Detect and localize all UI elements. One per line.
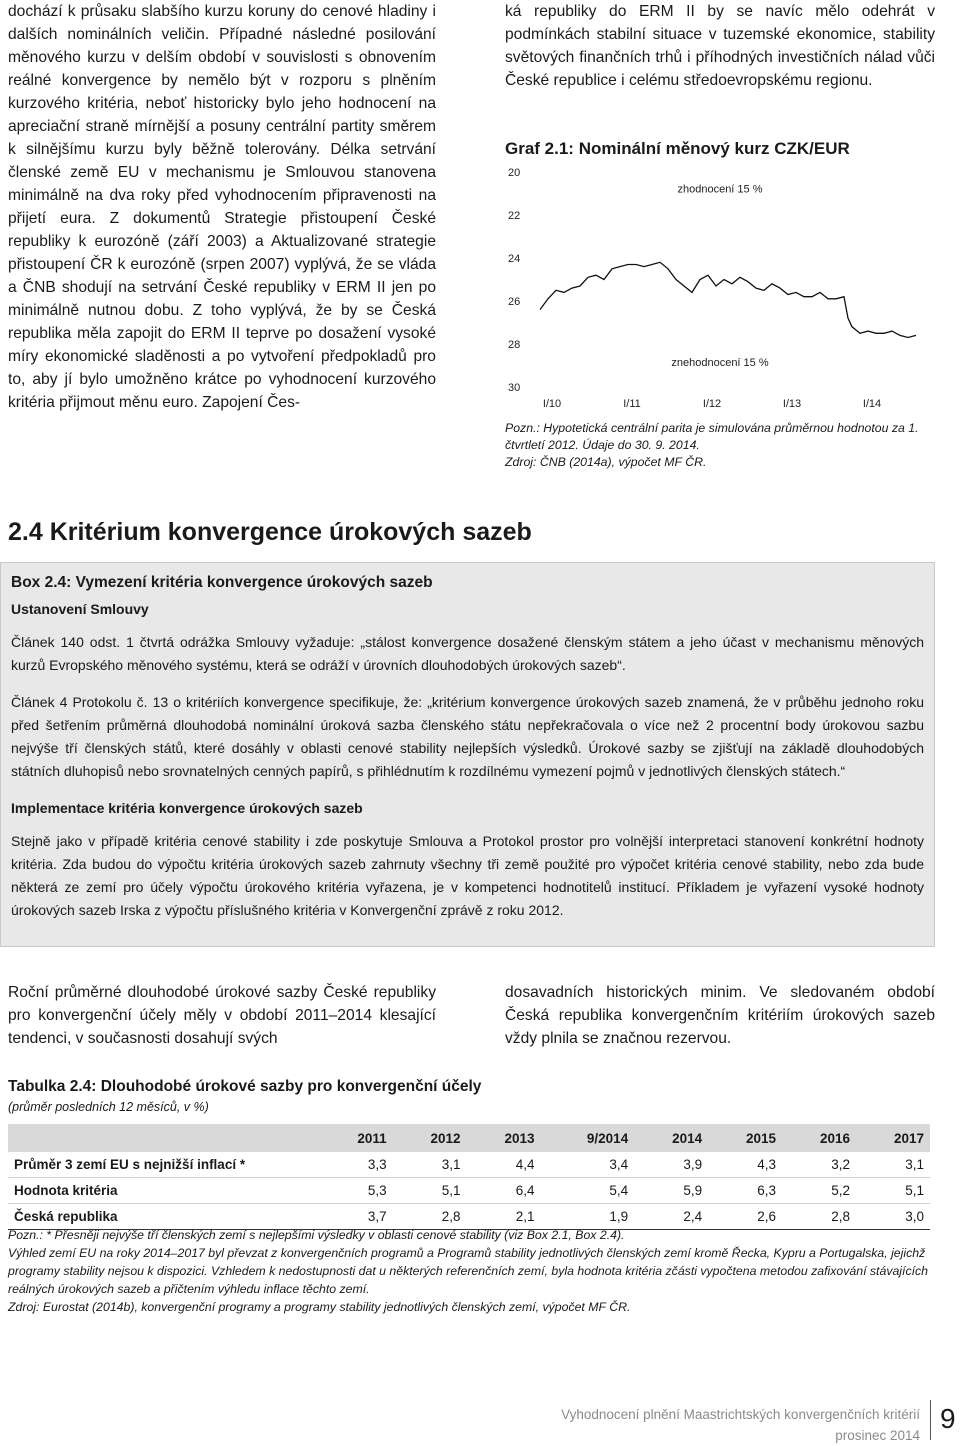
box-paragraph-1: Článek 140 odst. 1 čtvrtá odrážka Smlouvy vyžaduje: „stálost konvergence dosažené členským státem a jeho účast v mechanismu měnových kurzů Evropského měnového systému, která se odráží v úrovních dlouhodobých úrokových sazeb“. [11,634,924,673]
x-tick-label: I/11 [623,398,641,410]
body-text-left-column: dochází k průsaku slabšího kurzu koruny do cenové hladiny i dalších nominálních veličin. Případné následné posilování měnového kurzu v delším období v souvislosti s obnovením reálné konvergence by nemělo být v rozporu s plněním kurzového kritéria, neboť historicky bylo jeho hodnocení na apreciační straně mírnější a posuny centrální partity směrem k silnějšímu kurzu byly běžně tolerovány. Délka setrvání členské země EU v mechanismu je Smlouvou stanovena minimálně na dva roky před vyhodnocením připravenosti na přijetí eura. Z dokumentů Strategie přistoupení České republiky k eurozóně (září 2003) a Aktualizované strategie přistoupení ČR k eurozóně (srpen 2007) vyplývá, že se vláda a ČNB shodují na setrvání České republiky v ERM II jen po minimálně nutnou dobu. Z toho vyplývá, že by se Česká republika měla zapojit do ERM II teprve po dosažení vysoké míry ekonomické sladěnosti a po vytvoření předpokladů pro to, aby jí bylo umožněno krátce po vyhodnocení kurzového kritéria přijmout měnu euro. Zapojení Čes- [8,3,436,411]
table-cell: 5,4 [609,1183,629,1198]
interest-rates-table [8,1124,930,1230]
table-row-label: Hodnota kritéria [14,1183,118,1198]
table-header-cell: 9/2014 [586,1130,629,1146]
table-cell: 2,4 [683,1209,703,1224]
footer-doc-title: Vyhodnocení plnění Maastrichtských konvergenčních kritérií [561,1407,920,1422]
y-tick-label: 30 [508,382,521,394]
table-cell: 5,2 [831,1183,851,1198]
table-notes [8,1226,933,1316]
chart-source: Zdroj: ČNB (2014a), výpočet MF ČR. [505,455,707,469]
annotation-lower-band: znehodnocení 15 % [671,357,769,370]
table-row [8,1152,930,1178]
body-text-right-column: ká republiky do ERM II by se navíc mělo odehrát v podmínkách stabilní situace v tuzemské ekonomice, stability světových finančních trhů i příhodných investičních nálad vůči České republice i celému středoevropskému regionu. [505,3,935,89]
table-cell: 3,7 [367,1209,387,1224]
y-tick-label: 20 [508,167,521,179]
table-cell: 5,1 [441,1183,461,1198]
table-source: Zdroj: Eurostat (2014b), konvergenční programy a programy stability jednotlivých členských zemí, výpočet MF ČR. [8,1300,631,1314]
chart-title: Graf 2.1: Nominální měnový kurz CZK/EUR [505,139,850,158]
table-cell: 2,6 [757,1209,777,1224]
table-cell: 2,8 [441,1209,461,1224]
x-tick-label: I/10 [542,398,562,410]
table-subtitle: (průměr posledních 12 měsíců, v %) [8,1100,209,1114]
chart-notes [505,420,935,471]
table-header-empty [8,1124,320,1152]
table-cell: 3,0 [905,1209,924,1224]
y-tick-label: 28 [508,339,521,351]
table-cell: 3,9 [683,1157,703,1172]
table-header-cell: 2012 [430,1130,461,1146]
table-header-cell: 2011 [357,1130,387,1146]
table-cell: 3,1 [441,1157,461,1172]
table-row-label: Česká republika [14,1209,118,1224]
x-tick-label: I/13 [782,398,802,410]
table-header-cell: 2013 [504,1130,535,1146]
table-cell: 6,3 [757,1183,777,1198]
info-box [0,562,935,947]
table-cell: 5,1 [905,1183,924,1198]
exchange-rate-chart [500,162,940,422]
table-cell: 5,3 [367,1183,387,1198]
table-header-cell: 2017 [893,1130,924,1146]
table-header-cell: 2016 [819,1130,851,1146]
table-header-row [8,1124,930,1152]
y-tick-label: 26 [508,296,521,308]
annotation-upper-band: zhodnocení 15 % [677,183,763,196]
box-title: Box 2.4: Vymezení kritéria konvergence úrokových sazeb [11,574,433,591]
footer-date: prosinec 2014 [835,1428,920,1443]
table-header-cell: 2014 [672,1130,703,1146]
table-cell: 3,3 [367,1157,387,1172]
footer-divider [930,1400,931,1440]
table-cell: 4,3 [757,1157,777,1172]
table-note-1: Pozn.: * Přesněji nejvýše tří členských zemí s nejlepšími výsledky v oblasti cenové stability (viz Box 2.1, Box 2.4). [8,1228,625,1242]
chart-note: Pozn.: Hypotetická centrální parita je simulována průměrnou hodnotou za 1. čtvrtletí 2012. Údaje do 30. 9. 2014. [505,421,919,452]
page-number: 9 [940,1403,956,1434]
table-header-cell: 2015 [746,1130,777,1146]
table-cell: 4,4 [515,1157,535,1172]
table-cell: 3,2 [831,1157,851,1172]
table-title: Tabulka 2.4: Dlouhodobé úrokové sazby pro konvergenční účely [8,1078,482,1095]
table-cell: 6,4 [515,1183,535,1198]
y-tick-label: 22 [508,210,521,222]
table-cell: 3,1 [905,1157,924,1172]
x-tick-label: I/14 [862,398,882,410]
footer [561,1404,920,1446]
x-tick-label: I/12 [702,398,722,410]
body-text-bottom-left: Roční průměrné dlouhodobé úrokové sazby České republiky pro konvergenční účely měly v období 2011–2014 klesající tendenci, v současnosti dosahují svých [8,984,436,1047]
table-cell: 5,9 [683,1183,703,1198]
section-heading: 2.4 Kritérium konvergence úrokových sazeb [8,518,532,546]
table-row [8,1178,930,1204]
table-row-label: Průměr 3 zemí EU s nejnižší inflací * [14,1157,246,1172]
body-text-bottom-right: dosavadních historických minim. Ve sledovaném období Česká republika konvergenčním kritériím úrokových sazeb vždy plnila se značnou rezervou. [505,984,935,1047]
table-note-2: Výhled zemí EU na roky 2014–2017 byl převzat z konvergenčních programů a Programů stability jednotlivých členských zemí kromě Řecka, Kypru a Portugalska, jejichž programy stability nejsou k dispozici. Vzhledem k nedostupnosti dat u některých referenčních zemí, byla hodnota kritéria zčásti vypočtena metodou zafixování stávajících reálných úrokových sazeb a přičtením výhledu inflace těchto zemí. [8,1246,929,1296]
table-cell: 2,8 [831,1209,851,1224]
box-paragraph-3: Stejně jako v případě kritéria cenové stability i zde poskytuje Smlouva a Protokol prostor pro volnější interpretaci stanovení konkrétní hodnoty kritéria. Zda budou do výpočtu kritéria úrokových sazeb zahrnuty všechny tři země použité pro výpočet kritéria cenové stability, nebo zda bude některá ze zemí pro účely výpočtu úrokového kritéria vyřazena, je v kompetenci hodnotitelů institucí. Příkladem je vyřazení vysoké hodnoty úrokových sazeb Irska z výpočtu příslušného kritéria v Konvergenční zprávě z roku 2012. [11,833,924,918]
y-tick-label: 24 [508,253,521,265]
table-cell: 3,4 [609,1157,629,1172]
box-paragraph-2: Článek 4 Protokolu č. 13 o kritériích konvergence specifikuje, že: „kritérium konvergence úrokových sazeb znamená, že v průběhu jednoho roku před šetřením průměrná dlouhodobá nominální úroková sazba členského státu nepřekračovala o více než 2 procentní body úrokovou sazbu nejvýše tří členských států, které dosáhly v oblasti cenové stability nejlepších výsledků. Úrokové sazby se zjišťují na základě dlouhodobých státních dluhopisů nebo srovnatelných cenných papírů, s přihlédnutím k rozdílnému vymezení pojmů v jednotlivých členských státech.“ [11,694,924,779]
box-subtitle-treaty: Ustanovení Smlouvy [11,601,149,617]
box-subtitle-implementation: Implementace kritéria konvergence úrokových sazeb [11,800,363,816]
czk-eur-series-line [540,262,916,337]
table-cell: 1,9 [609,1209,629,1224]
table-cell: 2,1 [515,1209,535,1224]
